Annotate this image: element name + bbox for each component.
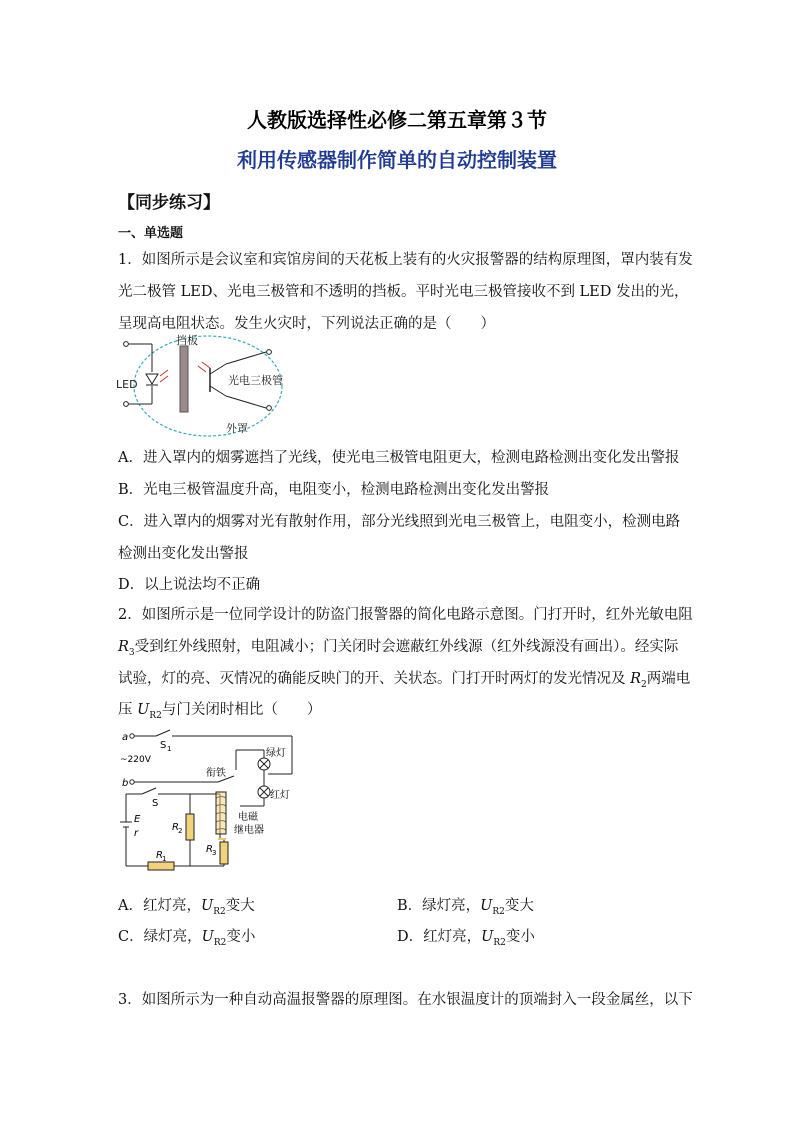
svg-text:3: 3	[212, 849, 217, 857]
label-transistor: 光电三极管	[228, 374, 283, 387]
q1-fire-alarm-figure	[116, 334, 296, 442]
q1-option-a: A．进入罩内的烟雾遮挡了光线，使光电三极管电阻更大，检测电路检测出变化发出警报	[118, 450, 680, 466]
svg-text:2: 2	[178, 827, 183, 835]
svg-text:继电器: 继电器	[234, 825, 264, 836]
svg-text:电磁: 电磁	[238, 812, 258, 823]
q1-option-b: B．光电三极管温度升高，电阻变小，检测电路检测出变化发出警报	[118, 482, 550, 498]
svg-text:衔铁: 衔铁	[206, 768, 226, 779]
svg-text:a: a	[122, 732, 129, 743]
q2-line-4: 压 $U_{R2}$与门关闭时相比（ ）	[118, 702, 322, 721]
svg-text:R: R	[206, 844, 213, 855]
page-title: 人教版选择性必修二第五章第３节	[247, 108, 547, 132]
q2-line-1: 2．如图所示是一位同学设计的防盗门报警器的简化电路示意图。门打开时，红外光敏电阻	[118, 607, 693, 623]
label-cover: 外罩	[226, 422, 248, 435]
q1-option-d: D．以上说法均不正确	[118, 577, 261, 593]
q1-line-3: 呈现高电阻状态。发生火灾时，下列说法正确的是（ ）	[118, 316, 495, 332]
q2-option-d: D．红灯亮，$U_{R2}$变小	[397, 929, 535, 948]
q1-option-c-line-2: 检测出变化发出警报	[118, 546, 249, 562]
subsection-heading: 一、单选题	[118, 226, 184, 241]
section-heading: 【同步练习】	[118, 193, 220, 213]
svg-text:1: 1	[167, 745, 172, 753]
svg-text:~220V: ~220V	[120, 755, 151, 765]
page-subtitle: 利用传感器制作简单的自动控制装置	[237, 148, 557, 172]
q2-alarm-circuit-figure	[116, 726, 306, 874]
q2-option-b: B．绿灯亮，$U_{R2}$变大	[397, 898, 534, 917]
svg-text:r: r	[134, 828, 139, 839]
svg-text:E: E	[134, 814, 141, 825]
q2-line-3: 试验，灯的亮、灭情况的确能反映门的开、关状态。门打开时两灯的发光情况及 $R_2$两端电	[118, 671, 691, 690]
q2-option-a: A．红灯亮，$U_{R2}$变大	[118, 898, 255, 917]
svg-text:S: S	[152, 798, 159, 809]
q1-line-2: 光二极管 LED、光电三极管和不透明的挡板。平时光电三极管接收不到 LED 发出的光，	[118, 284, 689, 300]
svg-text:红灯: 红灯	[270, 790, 290, 801]
svg-text:绿灯: 绿灯	[266, 748, 286, 759]
svg-text:R: R	[156, 850, 163, 861]
label-baffle: 挡板	[176, 334, 198, 347]
q1-option-c-line-1: C．进入罩内的烟雾对光有散射作用，部分光线照到光电三极管上，电阻变小，检测电路	[118, 514, 681, 530]
svg-text:b: b	[122, 778, 129, 789]
q2-option-c: C．绿灯亮，$U_{R2}$变小	[118, 929, 256, 948]
svg-text:R: R	[172, 822, 179, 833]
svg-text:S: S	[160, 740, 167, 751]
q1-line-1: 1．如图所示是会议室和宾馆房间的天花板上装有的火灾报警器的结构原理图，罩内装有发	[118, 252, 693, 268]
q2-line-2: $R_3$受到红外线照射，电阻减小；门关闭时会遮蔽红外线源（红外线源没有画出）。经实际	[118, 639, 679, 658]
label-led: LED	[116, 378, 138, 391]
q3-line-1: 3．如图所示为一种自动高温报警器的原理图。在水银温度计的顶端封入一段金属丝，以下	[118, 992, 693, 1008]
svg-text:1: 1	[162, 855, 167, 863]
